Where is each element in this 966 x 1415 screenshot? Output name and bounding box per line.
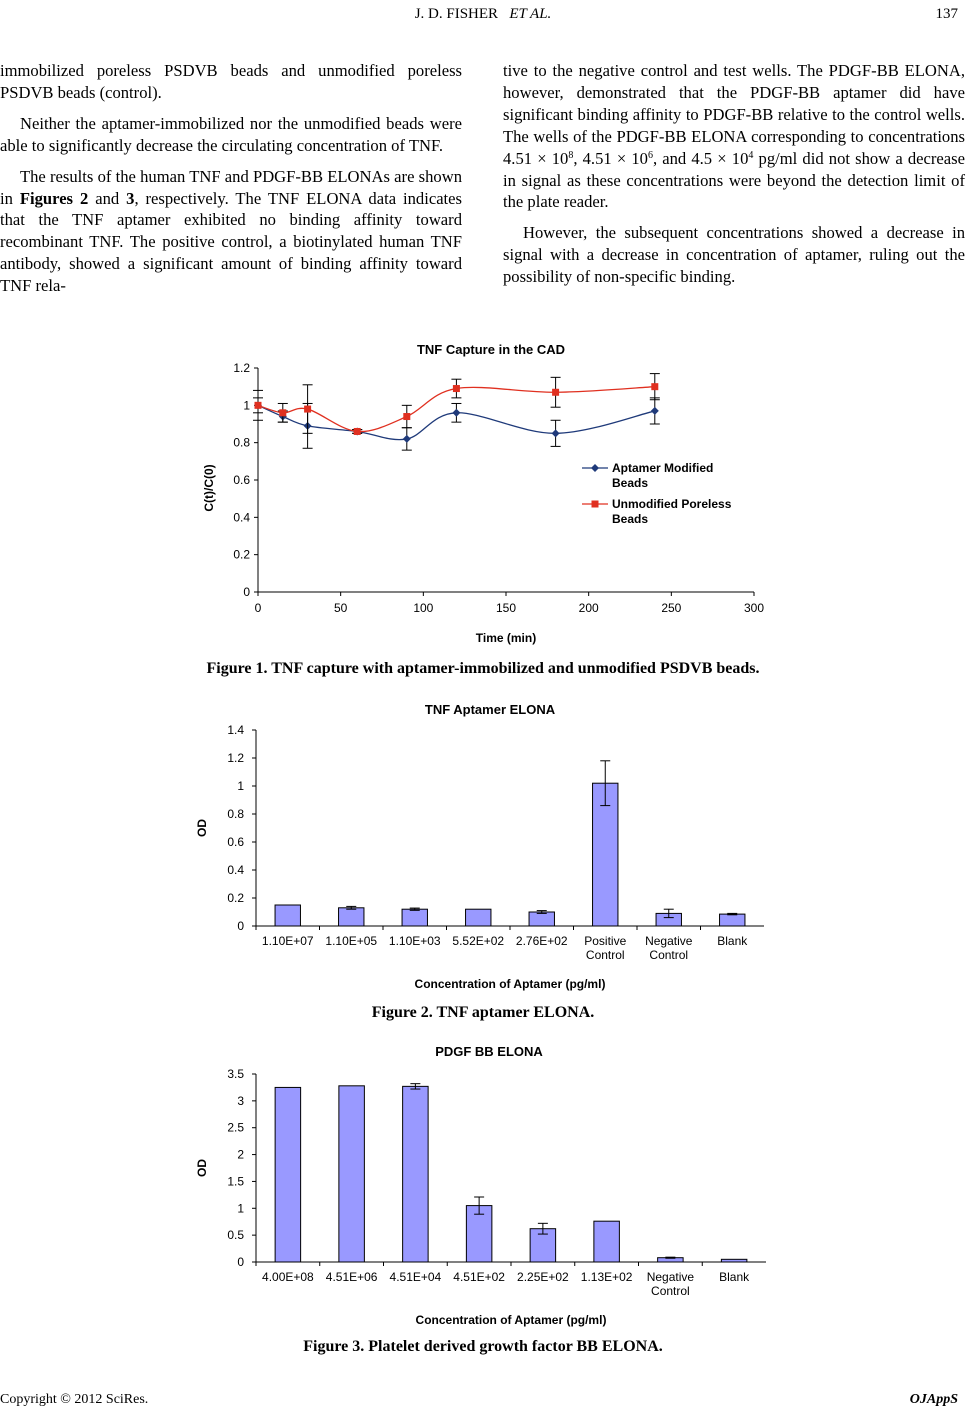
y-tick-label: 1.4	[227, 723, 244, 737]
text-run: , 4.51 × 10	[573, 148, 648, 168]
data-point	[403, 413, 410, 420]
x-tick-label: 1.10E+05	[325, 934, 378, 948]
y-tick-label: 0	[237, 1255, 244, 1269]
x-tick-label: Positive	[584, 934, 627, 948]
x-tick-label: 2.25E+02	[517, 1270, 569, 1284]
data-point	[552, 389, 559, 396]
text-run: and	[88, 188, 127, 208]
x-tick-label: Blank	[717, 934, 748, 948]
y-tick-label: 0.2	[227, 891, 244, 905]
y-tick-label: 1.2	[233, 361, 250, 375]
x-tick-label: Control	[651, 1284, 690, 1298]
exponent: 4	[748, 149, 754, 161]
data-point	[304, 406, 311, 413]
exponent: 6	[647, 149, 653, 161]
data-point	[651, 383, 658, 390]
x-axis-label: Time (min)	[475, 631, 537, 645]
left-text-column	[0, 60, 462, 306]
y-axis-label: C(t)/C(0)	[202, 464, 216, 512]
data-point	[452, 409, 460, 417]
page-number: 137	[935, 6, 958, 22]
text-run: , respectively. The TNF ELONA data indicates that the TNF aptamer exhibited no binding affinity toward recombinant TNF. The positive control, a biotinylated human TNF antibody, showed a significant amount of binding affinity toward TNF rela-	[0, 188, 462, 296]
y-tick-label: 3	[237, 1093, 244, 1108]
chart-title: PDGF BB ELONA	[435, 1044, 543, 1059]
bar	[529, 912, 554, 926]
data-point	[279, 409, 286, 416]
y-tick-label: 0.5	[227, 1228, 244, 1243]
data-point	[403, 435, 411, 443]
y-tick-label: 1	[237, 779, 244, 793]
x-tick-label: Blank	[719, 1270, 750, 1284]
running-header	[0, 0, 966, 28]
y-tick-label: 0.6	[227, 835, 244, 849]
y-tick-label: 0.4	[233, 510, 250, 525]
paragraph	[503, 60, 965, 213]
bar	[339, 908, 364, 926]
x-tick-label: 200	[578, 601, 599, 615]
x-tick-label: Negative	[645, 934, 693, 948]
data-point	[552, 429, 560, 437]
y-tick-label: 0.2	[233, 547, 250, 562]
x-tick-label: 4.00E+08	[262, 1270, 314, 1284]
x-tick-label: 1.13E+02	[580, 1270, 633, 1284]
x-axis-label: Concentration of Aptamer (pg/ml)	[414, 977, 606, 991]
x-tick-label: 4.51E+04	[389, 1270, 442, 1284]
y-tick-label: 1	[243, 398, 250, 413]
y-tick-label: 3.5	[227, 1067, 244, 1081]
paragraph: However, the subsequent concentrations showed a decrease in signal with a decrease in concentration of aptamer, ruling out the possibility of non-specific binding.	[503, 223, 965, 287]
figure-3-caption: Figure 3. Platelet derived growth factor BB ELONA.	[303, 1338, 663, 1355]
legend-label: Beads	[612, 476, 649, 490]
bar	[466, 909, 491, 926]
figure-1-caption: Figure 1. TNF capture with aptamer-immobilized and unmodified PSDVB beads.	[206, 660, 760, 677]
chart-title: TNF Aptamer ELONA	[424, 702, 556, 717]
y-axis-label: OD	[195, 1159, 209, 1177]
figure-2-caption: Figure 2. TNF aptamer ELONA.	[371, 1004, 595, 1021]
figure-reference[interactable]: 3	[126, 188, 135, 208]
running-title	[0, 6, 966, 23]
x-tick-label: 2.76E+02	[515, 934, 568, 948]
y-tick-label: 1	[237, 1201, 244, 1216]
y-tick-label: 0.6	[233, 473, 250, 487]
x-tick-label: Negative	[646, 1270, 695, 1284]
author-name: J. D. FISHER	[414, 6, 499, 22]
text-run: pg/ml did not show a decrease in signal as these concentrations were beyond the detection limit of the plate reader.	[503, 148, 965, 212]
bar	[594, 1221, 620, 1262]
legend-label: Aptamer Modified	[612, 461, 714, 475]
y-axis-label: OD	[195, 819, 209, 837]
bar	[403, 1086, 429, 1262]
paragraph: immobilized poreless PSDVB beads and unmodified poreless PSDVB beads (control).	[0, 61, 462, 102]
legend-marker	[591, 464, 599, 472]
figure-3-chart	[0, 1040, 966, 1336]
y-tick-label: 2	[237, 1147, 244, 1162]
copyright-notice: Copyright © 2012 SciRes.	[0, 1392, 149, 1407]
y-tick-label: 0.8	[227, 807, 244, 821]
bar	[721, 1259, 747, 1262]
x-tick-label: 0	[254, 601, 262, 615]
paragraph: Neither the aptamer-immobilized nor the unmodified beads were able to significantly decrease the circulating concentration of TNF.	[0, 113, 462, 155]
figure-reference[interactable]: Figures 2	[19, 188, 89, 208]
bar	[402, 909, 427, 926]
x-tick-label: Control	[585, 948, 625, 962]
x-tick-label: 250	[661, 601, 682, 615]
figure-2-chart	[0, 698, 966, 998]
bar	[275, 905, 300, 926]
y-tick-label: 0	[243, 585, 250, 599]
data-point	[453, 385, 460, 392]
x-tick-label: 100	[413, 601, 434, 615]
text-run: tive to the negative control and test wells. The PDGF-BB ELONA, however, demonstrated that the PDGF-BB aptamer did have significant binding affinity to PDGF-BB relative to the control wells. The wells of the PDGF-BB ELONA corresponding to concentrations 4.51 × 10	[503, 61, 965, 168]
data-point	[255, 402, 262, 409]
x-tick-label: Control	[649, 948, 689, 962]
chart-title: TNF Capture in the CAD	[416, 342, 566, 357]
y-tick-label: 0	[237, 919, 244, 933]
figure-1-chart	[0, 336, 966, 652]
x-tick-label: 4.51E+06	[325, 1270, 378, 1284]
journal-name: OJAppS	[909, 1392, 958, 1407]
bar-chart-svg	[0, 1040, 966, 1336]
x-tick-label: 1.10E+03	[388, 934, 441, 948]
legend-label: Beads	[612, 512, 649, 526]
data-point	[354, 428, 361, 435]
y-tick-label: 2.5	[227, 1120, 244, 1135]
y-tick-label: 0.8	[233, 435, 250, 450]
x-tick-label: 50	[333, 601, 348, 615]
paragraph	[0, 166, 462, 297]
line-chart-svg	[0, 336, 966, 652]
bar	[720, 914, 745, 926]
bar	[275, 1087, 301, 1262]
right-text-column	[503, 60, 965, 297]
legend-marker	[592, 501, 599, 508]
y-tick-label: 1.2	[227, 751, 244, 765]
exponent: 8	[568, 149, 574, 161]
x-tick-label: 5.52E+02	[452, 934, 505, 948]
x-tick-label: 1.10E+07	[261, 934, 314, 948]
text-run: , and 4.5 × 10	[652, 148, 749, 168]
et-al: ET AL.	[509, 6, 552, 22]
text-run: The results of the human TNF and PDGF-BB ELONAs are shown in	[0, 166, 462, 208]
x-tick-label: 150	[495, 601, 517, 615]
y-tick-label: 0.4	[227, 863, 244, 877]
x-tick-label: 4.51E+02	[453, 1270, 505, 1284]
x-tick-label: 300	[743, 601, 765, 615]
legend-label: Unmodified Poreless	[612, 497, 732, 511]
data-point	[651, 407, 659, 415]
x-axis-label: Concentration of Aptamer (pg/ml)	[415, 1313, 607, 1327]
y-tick-label: 1.5	[227, 1174, 244, 1189]
bar-chart-svg	[0, 698, 966, 998]
bar	[339, 1086, 365, 1262]
